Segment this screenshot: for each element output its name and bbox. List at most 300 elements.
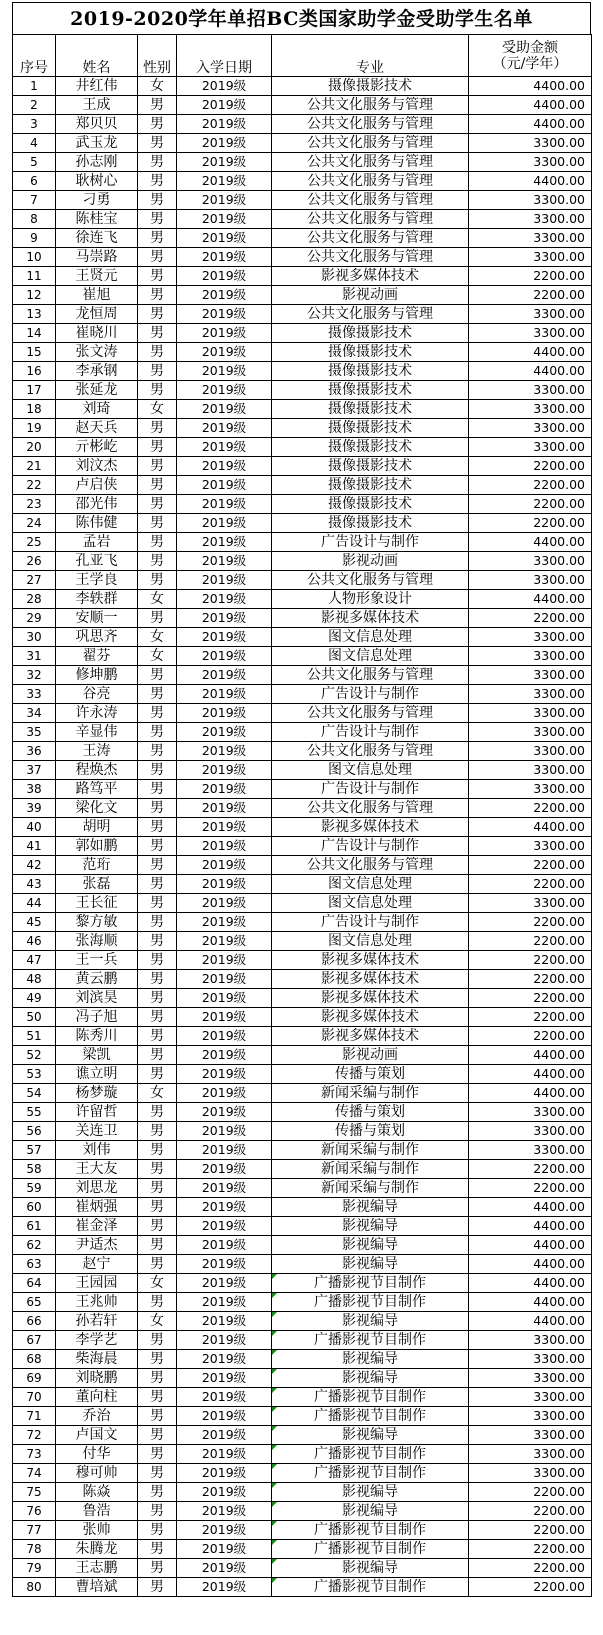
cell-gender: 男 xyxy=(138,1369,177,1388)
cell-amount: 4400.00 xyxy=(469,590,592,609)
header-row xyxy=(13,35,592,77)
cell-amount: 3300.00 xyxy=(469,552,592,571)
cell-seq: 70 xyxy=(13,1388,56,1407)
cell-name: 柴海晨 xyxy=(56,1350,138,1369)
cell-major: 公共文化服务与管理 xyxy=(272,210,469,229)
cell-date: 2019级 xyxy=(177,229,272,248)
table-row xyxy=(13,761,592,780)
cell-gender: 男 xyxy=(138,571,177,590)
cell-name: 胡明 xyxy=(56,818,138,837)
cell-date: 2019级 xyxy=(177,1084,272,1103)
cell-name: 张文涛 xyxy=(56,343,138,362)
cell-date: 2019级 xyxy=(177,1388,272,1407)
table-row xyxy=(13,191,592,210)
cell-seq: 14 xyxy=(13,324,56,343)
table-row xyxy=(13,96,592,115)
cell-amount: 2200.00 xyxy=(469,457,592,476)
cell-major: 摄像摄影技术 xyxy=(272,495,469,514)
cell-gender: 男 xyxy=(138,723,177,742)
cell-seq: 71 xyxy=(13,1407,56,1426)
cell-name: 翟芬 xyxy=(56,647,138,666)
cell-major: 公共文化服务与管理 xyxy=(272,571,469,590)
cell-amount: 3300.00 xyxy=(469,780,592,799)
table-row xyxy=(13,875,592,894)
table-row xyxy=(13,913,592,932)
cell-gender: 女 xyxy=(138,400,177,419)
cell-amount: 3300.00 xyxy=(469,1141,592,1160)
cell-major: 影视编导 xyxy=(272,1369,469,1388)
cell-date: 2019级 xyxy=(177,1027,272,1046)
cell-amount: 3300.00 xyxy=(469,400,592,419)
cell-date: 2019级 xyxy=(177,305,272,324)
cell-name: 王学良 xyxy=(56,571,138,590)
cell-amount: 2200.00 xyxy=(469,932,592,951)
cell-gender: 男 xyxy=(138,1160,177,1179)
cell-gender: 女 xyxy=(138,1312,177,1331)
cell-seq: 61 xyxy=(13,1217,56,1236)
cell-major: 公共文化服务与管理 xyxy=(272,742,469,761)
table-row xyxy=(13,343,592,362)
cell-date: 2019级 xyxy=(177,1502,272,1521)
cell-gender: 男 xyxy=(138,780,177,799)
cell-amount: 3300.00 xyxy=(469,229,592,248)
table-row xyxy=(13,1578,592,1597)
table-row xyxy=(13,1084,592,1103)
cell-major: 摄像摄影技术 xyxy=(272,324,469,343)
cell-major: 公共文化服务与管理 xyxy=(272,248,469,267)
cell-gender: 男 xyxy=(138,1198,177,1217)
cell-gender: 男 xyxy=(138,134,177,153)
table-row xyxy=(13,1008,592,1027)
cell-gender: 男 xyxy=(138,1559,177,1578)
table-row xyxy=(13,476,592,495)
cell-amount: 4400.00 xyxy=(469,77,592,96)
cell-amount: 2200.00 xyxy=(469,1008,592,1027)
cell-major: 影视多媒体技术 xyxy=(272,970,469,989)
table-row xyxy=(13,1464,592,1483)
table-row xyxy=(13,628,592,647)
cell-date: 2019级 xyxy=(177,970,272,989)
cell-name: 龙恒周 xyxy=(56,305,138,324)
cell-major: 广播影视节目制作 xyxy=(272,1445,469,1464)
cell-amount: 4400.00 xyxy=(469,362,592,381)
cell-amount: 4400.00 xyxy=(469,1217,592,1236)
cell-date: 2019级 xyxy=(177,1179,272,1198)
cell-amount: 2200.00 xyxy=(469,495,592,514)
cell-date: 2019级 xyxy=(177,1065,272,1084)
table-row xyxy=(13,647,592,666)
cell-seq: 74 xyxy=(13,1464,56,1483)
cell-amount: 2200.00 xyxy=(469,913,592,932)
cell-date: 2019级 xyxy=(177,818,272,837)
cell-seq: 12 xyxy=(13,286,56,305)
cell-date: 2019级 xyxy=(177,1274,272,1293)
cell-seq: 47 xyxy=(13,951,56,970)
cell-major: 广告设计与制作 xyxy=(272,685,469,704)
cell-name: 崔晓川 xyxy=(56,324,138,343)
cell-gender: 男 xyxy=(138,1464,177,1483)
cell-major: 新闻采编与制作 xyxy=(272,1160,469,1179)
cell-major: 图文信息处理 xyxy=(272,628,469,647)
cell-date: 2019级 xyxy=(177,191,272,210)
table-row xyxy=(13,1122,592,1141)
cell-date: 2019级 xyxy=(177,248,272,267)
cell-name: 李轶群 xyxy=(56,590,138,609)
cell-date: 2019级 xyxy=(177,457,272,476)
cell-date: 2019级 xyxy=(177,1369,272,1388)
cell-seq: 8 xyxy=(13,210,56,229)
cell-amount: 3300.00 xyxy=(469,837,592,856)
cell-name: 许留哲 xyxy=(56,1103,138,1122)
cell-amount: 2200.00 xyxy=(469,799,592,818)
cell-name: 陈伟健 xyxy=(56,514,138,533)
cell-gender: 男 xyxy=(138,115,177,134)
cell-date: 2019级 xyxy=(177,438,272,457)
table-row xyxy=(13,324,592,343)
cell-name: 刘思龙 xyxy=(56,1179,138,1198)
cell-seq: 67 xyxy=(13,1331,56,1350)
cell-name: 安顺一 xyxy=(56,609,138,628)
cell-name: 穆可帅 xyxy=(56,1464,138,1483)
cell-seq: 78 xyxy=(13,1540,56,1559)
table-row xyxy=(13,1540,592,1559)
table-row xyxy=(13,1350,592,1369)
cell-gender: 女 xyxy=(138,647,177,666)
cell-seq: 24 xyxy=(13,514,56,533)
cell-date: 2019级 xyxy=(177,1160,272,1179)
cell-amount: 4400.00 xyxy=(469,1046,592,1065)
cell-date: 2019级 xyxy=(177,989,272,1008)
table-row xyxy=(13,1426,592,1445)
cell-major: 新闻采编与制作 xyxy=(272,1084,469,1103)
cell-amount: 4400.00 xyxy=(469,1065,592,1084)
cell-amount: 3300.00 xyxy=(469,134,592,153)
cell-seq: 38 xyxy=(13,780,56,799)
table-row xyxy=(13,533,592,552)
cell-name: 王大友 xyxy=(56,1160,138,1179)
cell-date: 2019级 xyxy=(177,476,272,495)
cell-major: 广播影视节目制作 xyxy=(272,1293,469,1312)
cell-gender: 男 xyxy=(138,1350,177,1369)
cell-amount: 3300.00 xyxy=(469,1426,592,1445)
cell-major: 新闻采编与制作 xyxy=(272,1179,469,1198)
table-row xyxy=(13,1160,592,1179)
cell-name: 耿树心 xyxy=(56,172,138,191)
table-row xyxy=(13,248,592,267)
table-row xyxy=(13,1046,592,1065)
cell-date: 2019级 xyxy=(177,932,272,951)
table-row xyxy=(13,77,592,96)
cell-seq: 39 xyxy=(13,799,56,818)
cell-gender: 男 xyxy=(138,818,177,837)
cell-name: 王兆帅 xyxy=(56,1293,138,1312)
cell-name: 黄云鹏 xyxy=(56,970,138,989)
cell-major: 影视编导 xyxy=(272,1502,469,1521)
cell-gender: 男 xyxy=(138,837,177,856)
cell-major: 图文信息处理 xyxy=(272,875,469,894)
cell-seq: 48 xyxy=(13,970,56,989)
cell-name: 朱腾龙 xyxy=(56,1540,138,1559)
cell-name: 冯子旭 xyxy=(56,1008,138,1027)
table-row xyxy=(13,723,592,742)
cell-amount: 3300.00 xyxy=(469,647,592,666)
cell-date: 2019级 xyxy=(177,552,272,571)
cell-amount: 3300.00 xyxy=(469,1331,592,1350)
cell-major: 广告设计与制作 xyxy=(272,913,469,932)
cell-seq: 3 xyxy=(13,115,56,134)
cell-major: 公共文化服务与管理 xyxy=(272,704,469,723)
cell-major: 影视编导 xyxy=(272,1559,469,1578)
cell-major: 广告设计与制作 xyxy=(272,533,469,552)
cell-date: 2019级 xyxy=(177,666,272,685)
cell-gender: 男 xyxy=(138,1483,177,1502)
cell-amount: 2200.00 xyxy=(469,1502,592,1521)
cell-amount: 2200.00 xyxy=(469,1559,592,1578)
table-row xyxy=(13,704,592,723)
cell-amount: 3300.00 xyxy=(469,1369,592,1388)
cell-name: 卢启侠 xyxy=(56,476,138,495)
cell-name: 谯立明 xyxy=(56,1065,138,1084)
cell-seq: 43 xyxy=(13,875,56,894)
cell-major: 影视动画 xyxy=(272,286,469,305)
cell-major: 影视多媒体技术 xyxy=(272,1027,469,1046)
cell-seq: 57 xyxy=(13,1141,56,1160)
table-row xyxy=(13,552,592,571)
cell-major: 影视多媒体技术 xyxy=(272,818,469,837)
cell-major: 图文信息处理 xyxy=(272,932,469,951)
table-row xyxy=(13,495,592,514)
cell-gender: 男 xyxy=(138,210,177,229)
cell-amount: 3300.00 xyxy=(469,685,592,704)
cell-date: 2019级 xyxy=(177,1312,272,1331)
cell-seq: 4 xyxy=(13,134,56,153)
cell-name: 邵光伟 xyxy=(56,495,138,514)
student-aid-sheet xyxy=(12,2,591,1597)
cell-amount: 3300.00 xyxy=(469,438,592,457)
cell-amount: 4400.00 xyxy=(469,96,592,115)
cell-gender: 男 xyxy=(138,514,177,533)
cell-name: 刘晓鹏 xyxy=(56,1369,138,1388)
cell-major: 摄像摄影技术 xyxy=(272,476,469,495)
cell-date: 2019级 xyxy=(177,324,272,343)
header-gender: 性别 xyxy=(138,35,177,77)
cell-major: 摄像摄影技术 xyxy=(272,381,469,400)
cell-amount: 3300.00 xyxy=(469,1103,592,1122)
cell-major: 影视编导 xyxy=(272,1255,469,1274)
table-row xyxy=(13,457,592,476)
cell-name: 修坤鹏 xyxy=(56,666,138,685)
cell-gender: 女 xyxy=(138,1084,177,1103)
cell-seq: 31 xyxy=(13,647,56,666)
cell-name: 张海顺 xyxy=(56,932,138,951)
cell-major: 公共文化服务与管理 xyxy=(272,115,469,134)
cell-amount: 3300.00 xyxy=(469,894,592,913)
cell-date: 2019级 xyxy=(177,837,272,856)
cell-seq: 64 xyxy=(13,1274,56,1293)
cell-amount: 2200.00 xyxy=(469,1578,592,1597)
cell-amount: 3300.00 xyxy=(469,761,592,780)
cell-amount: 3300.00 xyxy=(469,1350,592,1369)
cell-gender: 男 xyxy=(138,685,177,704)
cell-name: 郑贝贝 xyxy=(56,115,138,134)
cell-major: 影视多媒体技术 xyxy=(272,989,469,1008)
cell-major: 摄像摄影技术 xyxy=(272,77,469,96)
table-row xyxy=(13,1388,592,1407)
cell-date: 2019级 xyxy=(177,1483,272,1502)
cell-gender: 女 xyxy=(138,628,177,647)
cell-name: 赵天兵 xyxy=(56,419,138,438)
cell-name: 辛显伟 xyxy=(56,723,138,742)
cell-date: 2019级 xyxy=(177,267,272,286)
cell-name: 王成 xyxy=(56,96,138,115)
cell-amount: 3300.00 xyxy=(469,210,592,229)
table-row xyxy=(13,818,592,837)
cell-name: 梁化文 xyxy=(56,799,138,818)
cell-gender: 男 xyxy=(138,419,177,438)
cell-gender: 男 xyxy=(138,381,177,400)
table-row xyxy=(13,1027,592,1046)
cell-seq: 18 xyxy=(13,400,56,419)
cell-date: 2019级 xyxy=(177,894,272,913)
cell-seq: 19 xyxy=(13,419,56,438)
cell-date: 2019级 xyxy=(177,799,272,818)
table-row xyxy=(13,1217,592,1236)
table-row xyxy=(13,666,592,685)
cell-major: 公共文化服务与管理 xyxy=(272,666,469,685)
recipients-table xyxy=(12,34,592,1597)
cell-major: 公共文化服务与管理 xyxy=(272,229,469,248)
table-row xyxy=(13,1293,592,1312)
cell-amount: 2200.00 xyxy=(469,609,592,628)
cell-date: 2019级 xyxy=(177,1578,272,1597)
cell-date: 2019级 xyxy=(177,742,272,761)
cell-amount: 3300.00 xyxy=(469,571,592,590)
cell-amount: 3300.00 xyxy=(469,191,592,210)
cell-date: 2019级 xyxy=(177,704,272,723)
cell-gender: 男 xyxy=(138,1407,177,1426)
cell-name: 乔治 xyxy=(56,1407,138,1426)
table-row xyxy=(13,1312,592,1331)
cell-name: 黎方敏 xyxy=(56,913,138,932)
cell-date: 2019级 xyxy=(177,1236,272,1255)
cell-date: 2019级 xyxy=(177,115,272,134)
cell-name: 许永涛 xyxy=(56,704,138,723)
cell-major: 影视多媒体技术 xyxy=(272,267,469,286)
cell-date: 2019级 xyxy=(177,1198,272,1217)
cell-amount: 4400.00 xyxy=(469,1312,592,1331)
cell-name: 刁勇 xyxy=(56,191,138,210)
cell-gender: 男 xyxy=(138,1255,177,1274)
cell-amount: 4400.00 xyxy=(469,533,592,552)
cell-amount: 3300.00 xyxy=(469,742,592,761)
cell-name: 徐连飞 xyxy=(56,229,138,248)
cell-name: 路笃平 xyxy=(56,780,138,799)
cell-gender: 男 xyxy=(138,1065,177,1084)
header-major: 专业 xyxy=(272,35,469,77)
header-amount-line2: （元/学年） xyxy=(492,55,568,72)
cell-major: 人物形象设计 xyxy=(272,590,469,609)
cell-name: 卢国文 xyxy=(56,1426,138,1445)
cell-gender: 男 xyxy=(138,362,177,381)
cell-date: 2019级 xyxy=(177,1521,272,1540)
cell-seq: 77 xyxy=(13,1521,56,1540)
cell-date: 2019级 xyxy=(177,571,272,590)
cell-seq: 76 xyxy=(13,1502,56,1521)
cell-date: 2019级 xyxy=(177,343,272,362)
cell-gender: 男 xyxy=(138,533,177,552)
cell-major: 影视编导 xyxy=(272,1350,469,1369)
cell-gender: 男 xyxy=(138,1141,177,1160)
cell-seq: 5 xyxy=(13,153,56,172)
cell-gender: 男 xyxy=(138,438,177,457)
cell-seq: 58 xyxy=(13,1160,56,1179)
cell-major: 公共文化服务与管理 xyxy=(272,172,469,191)
cell-date: 2019级 xyxy=(177,913,272,932)
cell-date: 2019级 xyxy=(177,381,272,400)
cell-amount: 2200.00 xyxy=(469,514,592,533)
cell-name: 郭如鹏 xyxy=(56,837,138,856)
cell-amount: 3300.00 xyxy=(469,723,592,742)
cell-major: 图文信息处理 xyxy=(272,894,469,913)
cell-seq: 20 xyxy=(13,438,56,457)
table-row xyxy=(13,1103,592,1122)
cell-date: 2019级 xyxy=(177,1255,272,1274)
cell-name: 董向柱 xyxy=(56,1388,138,1407)
cell-gender: 男 xyxy=(138,1445,177,1464)
cell-name: 李承钢 xyxy=(56,362,138,381)
table-row xyxy=(13,989,592,1008)
cell-name: 刘滨昊 xyxy=(56,989,138,1008)
header-name: 姓名 xyxy=(56,35,138,77)
cell-major: 影视多媒体技术 xyxy=(272,1008,469,1027)
table-row xyxy=(13,1141,592,1160)
table-row xyxy=(13,400,592,419)
cell-date: 2019级 xyxy=(177,1350,272,1369)
table-row xyxy=(13,1407,592,1426)
cell-gender: 男 xyxy=(138,894,177,913)
cell-name: 王志鹏 xyxy=(56,1559,138,1578)
cell-major: 公共文化服务与管理 xyxy=(272,153,469,172)
cell-name: 王涛 xyxy=(56,742,138,761)
cell-amount: 3300.00 xyxy=(469,704,592,723)
cell-date: 2019级 xyxy=(177,286,272,305)
cell-seq: 30 xyxy=(13,628,56,647)
cell-date: 2019级 xyxy=(177,419,272,438)
cell-name: 陈焱 xyxy=(56,1483,138,1502)
cell-amount: 3300.00 xyxy=(469,153,592,172)
cell-amount: 3300.00 xyxy=(469,1122,592,1141)
cell-major: 广播影视节目制作 xyxy=(272,1464,469,1483)
cell-seq: 79 xyxy=(13,1559,56,1578)
cell-gender: 男 xyxy=(138,1179,177,1198)
cell-major: 传播与策划 xyxy=(272,1103,469,1122)
cell-name: 张延龙 xyxy=(56,381,138,400)
cell-name: 陈秀川 xyxy=(56,1027,138,1046)
cell-date: 2019级 xyxy=(177,780,272,799)
cell-gender: 男 xyxy=(138,1540,177,1559)
cell-name: 曹培斌 xyxy=(56,1578,138,1597)
cell-major: 广播影视节目制作 xyxy=(272,1388,469,1407)
table-row xyxy=(13,1255,592,1274)
cell-major: 摄像摄影技术 xyxy=(272,362,469,381)
cell-amount: 2200.00 xyxy=(469,989,592,1008)
cell-seq: 52 xyxy=(13,1046,56,1065)
cell-gender: 男 xyxy=(138,742,177,761)
cell-gender: 男 xyxy=(138,457,177,476)
cell-seq: 56 xyxy=(13,1122,56,1141)
table-row xyxy=(13,1445,592,1464)
cell-amount: 3300.00 xyxy=(469,628,592,647)
